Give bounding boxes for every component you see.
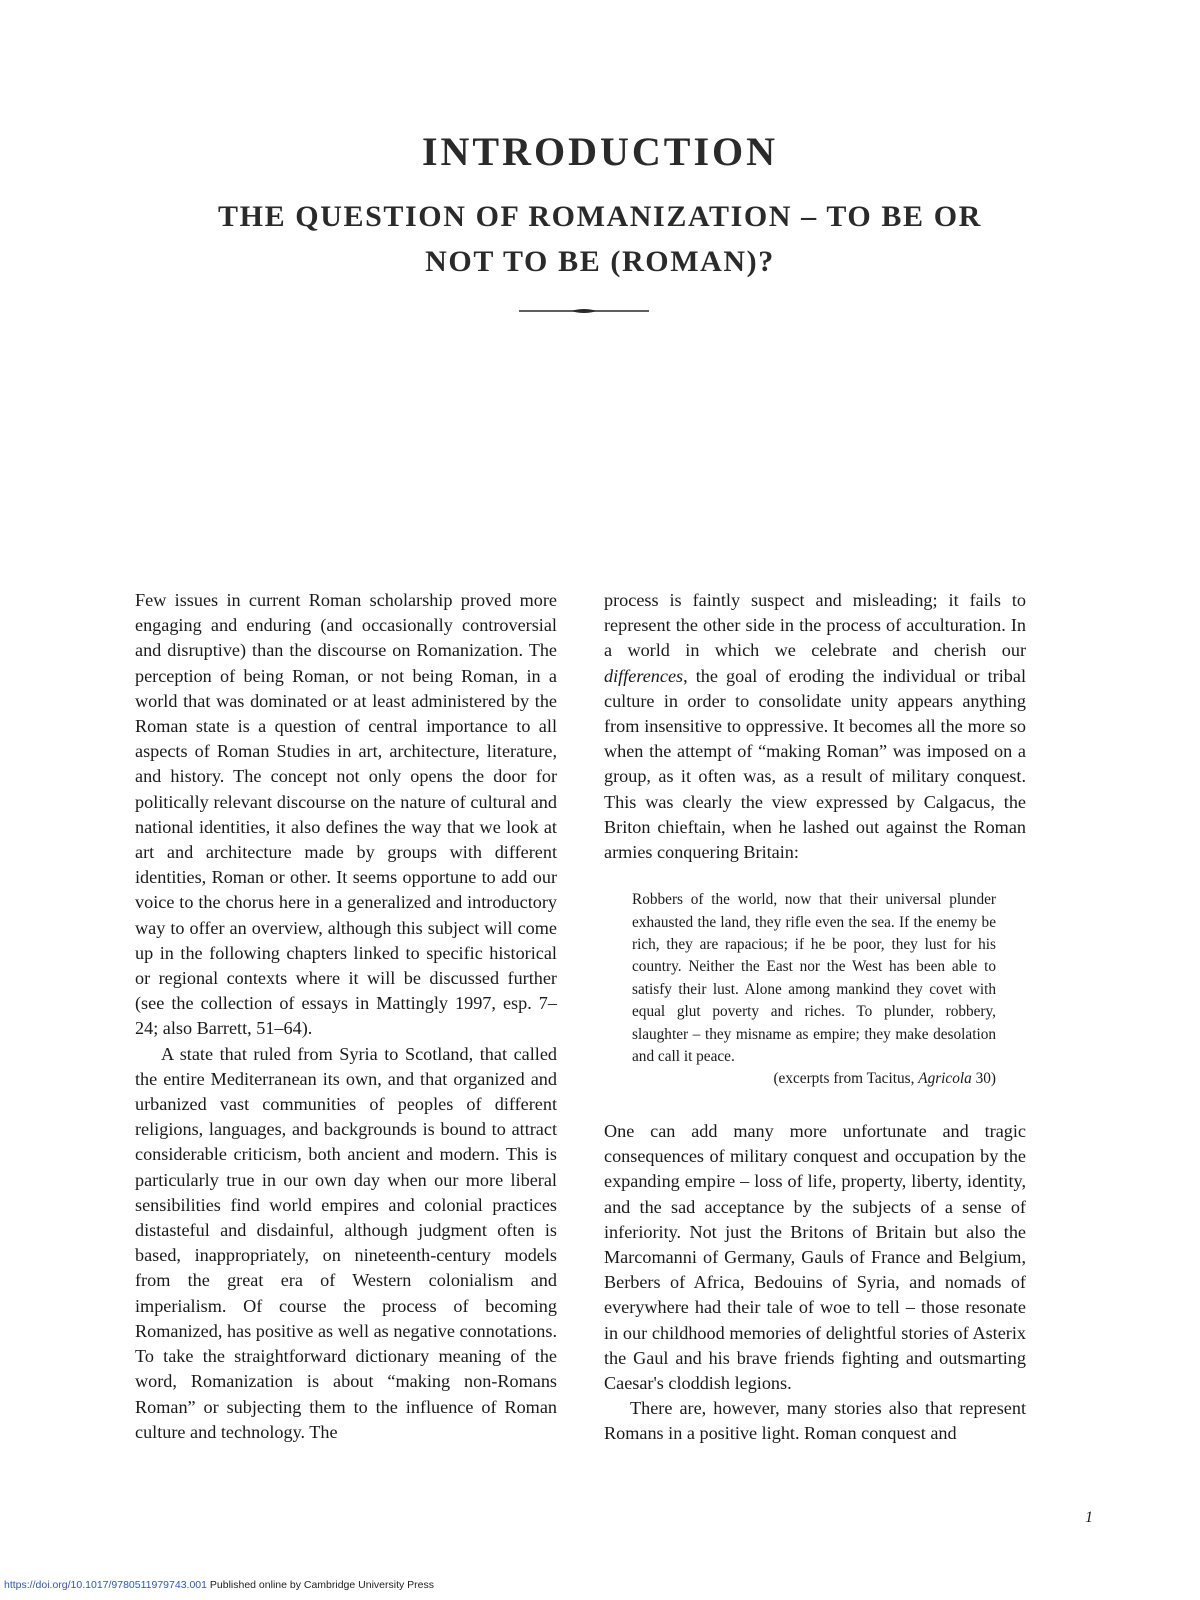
paragraph — [604, 588, 1026, 865]
text-run: 30) — [971, 1070, 996, 1088]
emphasis: differences — [604, 665, 684, 686]
right-column — [604, 588, 1026, 1447]
page-number: 1 — [1085, 1509, 1093, 1526]
subtitle-line-2: NOT TO BE (ROMAN)? — [425, 245, 775, 278]
chapter-subtitle — [0, 194, 1200, 284]
block-quote — [632, 889, 996, 1091]
chapter-title: INTRODUCTION — [421, 129, 779, 174]
emphasis: Agricola — [918, 1070, 972, 1088]
doi-link[interactable]: https://doi.org/10.1017/9780511979743.001 — [4, 1579, 207, 1591]
paragraph: A state that ruled from Syria to Scotland, that called the entire Mediterranean its own, and that organized and urbanized vast communities of peoples of different religions, languages, and backgrounds is bound to attract considerable criticism, both ancient and modern. This is particularly true in our own day when our more liberal sensibilities find world empires and colonial practices distasteful and disdainful, although judgment often is based, inappropriately, on nineteenth-century models from the great era of Western colonialism and imperialism. Of course the process of becoming Romanized, has positive as well as negative connotations. To take the straightforward dictionary meaning of the word, Romanization is about “making non-Romans Roman” or subjecting them to the influence of Roman culture and technology. The — [135, 1043, 557, 1442]
text-run: , the goal of eroding the individual or tribal culture in order to consolidate unity appears anything from insensitive to oppressive. It becomes all the more so when the attempt of “making Roman” was imposed on a group, as it often was, as a result of military conquest. This was clearly the view expressed by Calgacus, the Briton chieftain, when he lashed out against the Roman armies conquering Britain: — [604, 665, 1026, 863]
subtitle-line-1: THE QUESTION OF ROMANIZATION – TO BE OR — [218, 200, 982, 233]
quote-citation — [632, 1068, 996, 1090]
text-run: (excerpts from Tacitus, — [773, 1070, 919, 1088]
publisher-note: Published online by Cambridge University Press — [206, 1579, 435, 1591]
ornament-divider — [519, 307, 649, 315]
paragraph: Few issues in current Roman scholarship proved more engaging and enduring (and occasionally controversial and disruptive) than the discourse on Romanization. The perception of being Roman, or not being Roman, in a world that was dominated or at least administered by the Roman state is a question of central importance to all aspects of Roman Studies in art, architecture, literature, and history. The concept not only opens the door for politically relevant discourse on the nature of cultural and national identities, it also defines the way that we look at art and architecture made by groups with different identities, Roman or other. It seems opportune to add our voice to the chorus here in a generalized and introductory way to offer an overview, although this subject will come up in the following chapters linked to specific historical or regional contexts where it will be discussed further (see the collection of essays in Mattingly 1997, esp. 7–24; also Barrett, 51–64). — [135, 590, 557, 1039]
text-run: process is faintly suspect and misleading; it fails to represent the other side in the process of acculturation. In a world in which we celebrate and cherish our — [604, 590, 1026, 661]
paragraph: There are, however, many stories also that represent Romans in a positive light. Roman conquest and — [604, 1398, 1026, 1444]
paragraph: One can add many more unfortunate and tragic consequences of military conquest and occupation by the expanding empire – loss of life, property, liberty, identity, and the sad acceptance by the subjects of a sense of inferiority. Not just the Britons of Britain but also the Marcomanni of Germany, Gauls of France and Belgium, Berbers of Africa, Bedouins of Syria, and nomads of everywhere had their tale of woe to tell – those resonate in our childhood memories of delightful stories of Asterix the Gaul and his brave friends fighting and outsmarting Caesar's cloddish legions. — [604, 1120, 1026, 1393]
footer — [4, 1579, 434, 1591]
left-column — [135, 588, 557, 1445]
quote-text: Robbers of the world, now that their universal plunder exhausted the land, they rifle even the sea. If the enemy be rich, they are rapacious; if he be poor, they lust for his country. Neither the East nor the West has been able to satisfy their lust. Alone among mankind they covet with equal glut poverty and riches. To plunder, robbery, slaughter – they misname as empire; they make desolation and call it peace. — [632, 891, 996, 1066]
